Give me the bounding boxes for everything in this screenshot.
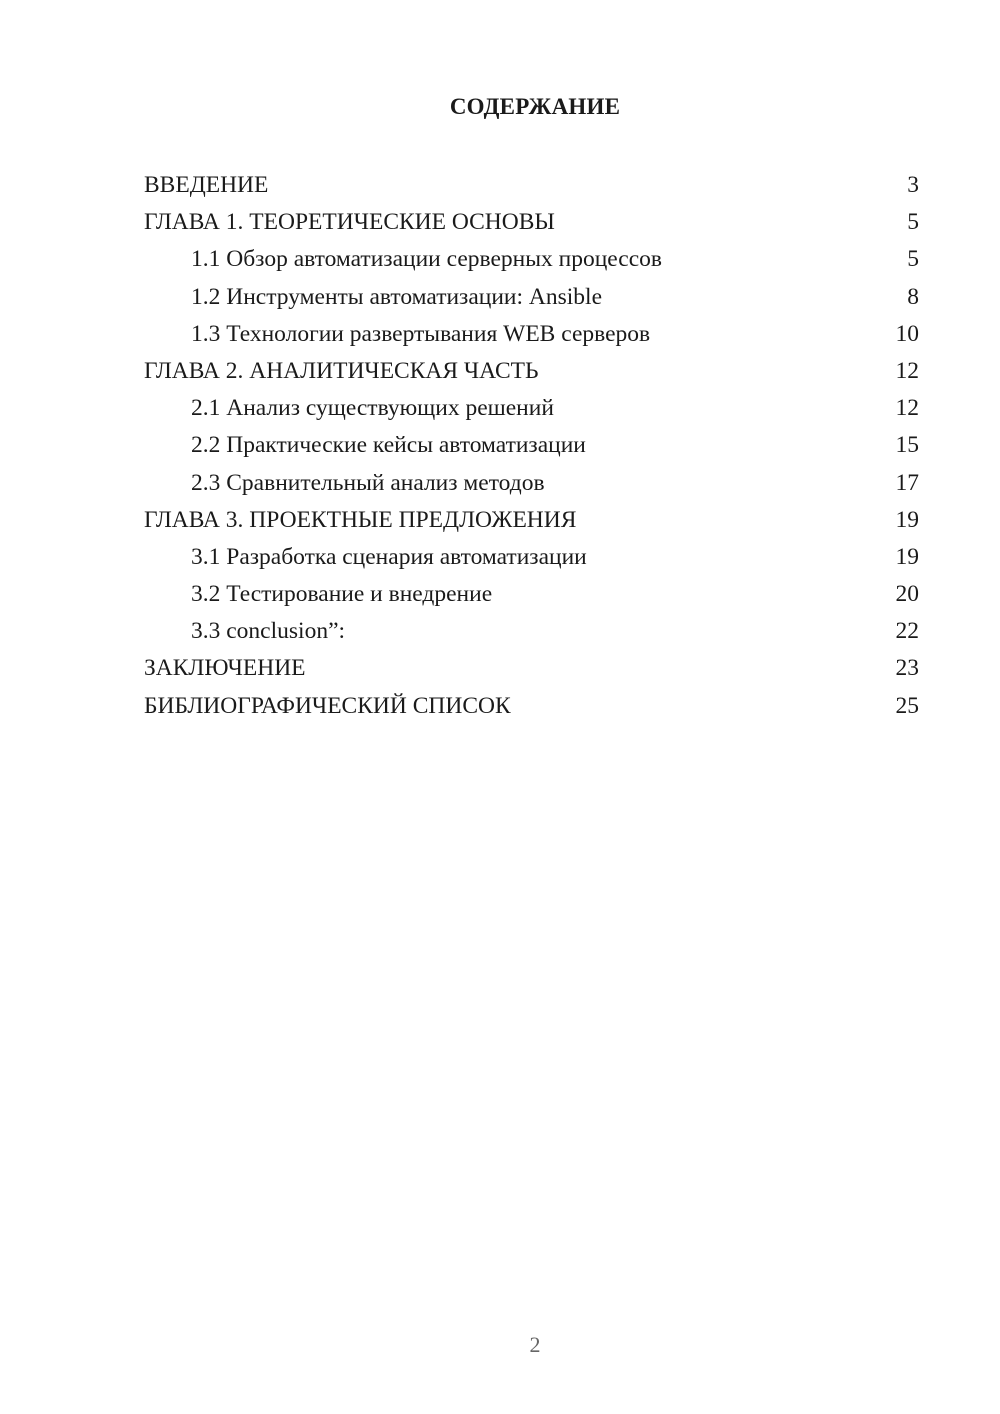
toc-entry-label: ГЛАВА 3. ПРОЕКТНЫЕ ПРЕДЛОЖЕНИЯ <box>144 506 577 533</box>
toc-entry-label: ГЛАВА 1. ТЕОРЕТИЧЕСКИЕ ОСНОВЫ <box>144 209 555 236</box>
toc-entry-label: 3.2 Тестирование и внедрение <box>191 581 493 608</box>
toc-entry-label: 1.1 Обзор автоматизации серверных процессов <box>191 246 662 273</box>
toc-entry-label: БИБЛИОГРАФИЧЕСКИЙ СПИСОК <box>144 692 511 719</box>
toc-entry-page: 15 <box>895 432 919 459</box>
toc-entry-label: 2.3 Сравнительный анализ методов <box>191 469 545 496</box>
toc-entry-page: 8 <box>907 283 919 310</box>
toc-entry-chapter-2[interactable] <box>144 353 919 390</box>
toc-entry-label: 2.1 Анализ существующих решений <box>191 395 554 422</box>
toc-entry-label: 3.1 Разработка сценария автоматизации <box>191 543 587 570</box>
toc-entry-page: 20 <box>895 581 919 608</box>
toc-entry-label: ВВЕДЕНИЕ <box>144 172 269 198</box>
toc-entry-label: 2.2 Практические кейсы автоматизации <box>191 432 586 459</box>
toc-entry-section-2-1[interactable] <box>144 390 919 427</box>
toc-entry-section-1-2[interactable] <box>144 279 919 316</box>
toc-entry-label: 1.3 Технологии развертывания WEB серверов <box>191 320 651 347</box>
toc-entry-bibliography[interactable] <box>144 688 919 725</box>
toc-entry-section-3-3[interactable] <box>144 613 919 650</box>
toc-entry-label: ЗАКЛЮЧЕНИЕ <box>144 655 306 682</box>
toc-entry-page: 17 <box>895 469 919 496</box>
page-title: СОДЕРЖАНИЕ <box>449 94 621 119</box>
toc-entry-conclusion[interactable] <box>144 650 919 687</box>
page-number: 2 <box>529 1332 541 1357</box>
toc-entry-section-3-2[interactable] <box>144 576 919 613</box>
toc-entry-page: 3 <box>907 172 919 198</box>
toc-entry-introduction[interactable] <box>144 167 919 204</box>
toc-entry-label: 1.2 Инструменты автоматизации: Ansible <box>191 283 603 310</box>
toc-entry-page: 5 <box>907 209 919 236</box>
toc-entry-page: 23 <box>895 655 919 682</box>
table-of-contents <box>144 167 919 725</box>
toc-entry-section-1-3[interactable] <box>144 316 919 353</box>
toc-entry-chapter-3[interactable] <box>144 502 919 539</box>
toc-entry-page: 19 <box>895 543 919 570</box>
toc-entry-label: 3.3 conclusion”: <box>191 618 346 645</box>
toc-entry-page: 25 <box>895 692 919 719</box>
toc-entry-chapter-1[interactable] <box>144 204 919 241</box>
toc-entry-page: 10 <box>895 320 919 347</box>
toc-entry-page: 19 <box>895 506 919 533</box>
toc-entry-page: 22 <box>895 618 919 645</box>
toc-entry-section-2-3[interactable] <box>144 465 919 502</box>
toc-entry-page: 12 <box>895 357 919 384</box>
toc-entry-section-1-1[interactable] <box>144 241 919 278</box>
toc-entry-page: 12 <box>895 395 919 422</box>
toc-entry-label: ГЛАВА 2. АНАЛИТИЧЕСКАЯ ЧАСТЬ <box>144 357 539 384</box>
toc-entry-page: 5 <box>907 246 919 273</box>
toc-entry-section-2-2[interactable] <box>144 427 919 464</box>
toc-entry-section-3-1[interactable] <box>144 539 919 576</box>
